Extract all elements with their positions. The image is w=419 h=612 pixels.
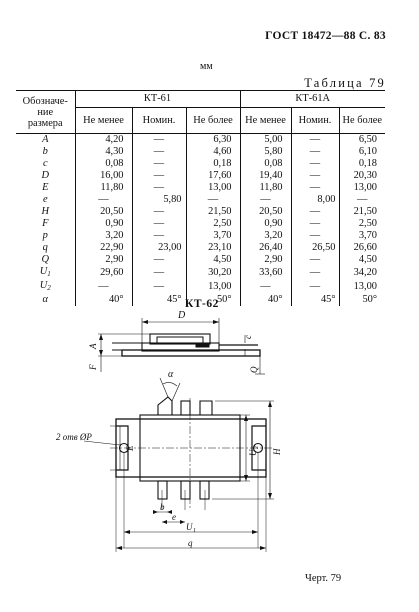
table-cell: 29,60 bbox=[75, 266, 132, 280]
group-header-kt61a: КТ-61А bbox=[240, 91, 385, 108]
table-cell: 13,00 bbox=[339, 182, 385, 194]
table-cell: 34,20 bbox=[339, 266, 385, 280]
table-cell: 21,50 bbox=[339, 206, 385, 218]
side-view bbox=[98, 318, 265, 374]
table-cell: 20,50 bbox=[240, 206, 291, 218]
table-cell: 2,90 bbox=[75, 254, 132, 266]
table-cell: — bbox=[291, 266, 339, 280]
figure-caption: Черт. 79 bbox=[305, 573, 342, 584]
table-cell: 4,30 bbox=[75, 146, 132, 158]
table-cell: — bbox=[132, 230, 186, 242]
param-symbol: b bbox=[42, 146, 48, 157]
table-cell: 23,00 bbox=[132, 242, 186, 254]
table-cell: 22,90 bbox=[75, 242, 132, 254]
param-symbol: e bbox=[42, 194, 48, 205]
table-cell: 26,60 bbox=[339, 242, 385, 254]
table-cell: — bbox=[291, 218, 339, 230]
table-cell: 40° bbox=[75, 294, 132, 306]
param-symbol: A bbox=[42, 134, 49, 145]
dim-label-E: E bbox=[125, 445, 135, 451]
param-symbol: α bbox=[42, 294, 48, 305]
table-cell: 6,30 bbox=[186, 134, 240, 147]
table-cell: 19,40 bbox=[240, 170, 291, 182]
dim-label-U1: U bbox=[186, 522, 193, 532]
param-symbol: D bbox=[41, 170, 49, 181]
table-cell: — bbox=[291, 280, 339, 294]
table-cell: — bbox=[240, 194, 291, 206]
table-cell: — bbox=[132, 146, 186, 158]
table-cell: 20,50 bbox=[75, 206, 132, 218]
dim-label-U2: U bbox=[248, 449, 258, 456]
table-cell: 6,10 bbox=[339, 146, 385, 158]
table-cell: — bbox=[291, 170, 339, 182]
table-cell: 0,08 bbox=[75, 158, 132, 170]
dim-label-Q: Q bbox=[249, 366, 259, 373]
param-symbol: p bbox=[42, 230, 48, 241]
table-cell: — bbox=[291, 230, 339, 242]
param-symbol: $U_2$ bbox=[39, 280, 51, 292]
table-cell: — bbox=[339, 194, 385, 206]
subcol-header: Не более bbox=[339, 108, 385, 134]
table-cell: — bbox=[240, 280, 291, 294]
dim-label-c: c bbox=[243, 335, 253, 339]
subcol-header: Не менее bbox=[75, 108, 132, 134]
table-cell: 45° bbox=[132, 294, 186, 306]
table-cell: — bbox=[291, 206, 339, 218]
drawing-title: КТ-62 bbox=[185, 298, 219, 310]
dim-label-q: q bbox=[188, 538, 193, 548]
dim-label-alpha: α bbox=[168, 369, 174, 380]
param-symbol: E bbox=[42, 182, 49, 193]
table-cell: — bbox=[132, 158, 186, 170]
table-cell: — bbox=[132, 134, 186, 147]
table-cell: 0,18 bbox=[186, 158, 240, 170]
table-cell: — bbox=[291, 182, 339, 194]
page-header: ГОСТ 18472—88 С. 83 bbox=[265, 30, 386, 42]
table-cell: 3,70 bbox=[186, 230, 240, 242]
table-cell: — bbox=[132, 280, 186, 294]
param-symbol: F bbox=[42, 218, 49, 229]
table-cell: 5,80 bbox=[132, 194, 186, 206]
table-cell: — bbox=[291, 146, 339, 158]
param-header: Обозначе- ние размера bbox=[16, 91, 75, 134]
table-cell: 4,50 bbox=[186, 254, 240, 266]
table-cell: 23,10 bbox=[186, 242, 240, 254]
dim-label-D: D bbox=[178, 310, 186, 321]
dim-label-H: H bbox=[272, 448, 282, 455]
table-cell: 17,60 bbox=[186, 170, 240, 182]
dim-label-A: A bbox=[88, 343, 98, 349]
table-cell: 16,00 bbox=[75, 170, 132, 182]
table-cell: 26,50 bbox=[291, 242, 339, 254]
table-cell: — bbox=[186, 194, 240, 206]
units-label: мм bbox=[200, 61, 213, 72]
table-cell: — bbox=[75, 280, 132, 294]
param-symbol: H bbox=[41, 206, 49, 217]
holes-label: 2 отв ØP bbox=[56, 432, 92, 442]
table-cell: 2,50 bbox=[186, 218, 240, 230]
table-cell: 45° bbox=[291, 294, 339, 306]
subcol-header: Не более bbox=[186, 108, 240, 134]
table-cell: 13,00 bbox=[186, 182, 240, 194]
table-cell: 20,30 bbox=[339, 170, 385, 182]
table-cell: — bbox=[291, 158, 339, 170]
table-cell: 4,50 bbox=[339, 254, 385, 266]
group-header-kt61: КТ-61 bbox=[75, 91, 240, 108]
table-cell: 50° bbox=[186, 294, 240, 306]
table-cell: 0,18 bbox=[339, 158, 385, 170]
table-cell: — bbox=[132, 170, 186, 182]
table-cell: 3,20 bbox=[75, 230, 132, 242]
table-cell: — bbox=[291, 134, 339, 147]
table-cell: 40° bbox=[240, 294, 291, 306]
table-cell: 8,00 bbox=[291, 194, 339, 206]
table-cell: 3,70 bbox=[339, 230, 385, 242]
table-cell: 30,20 bbox=[186, 266, 240, 280]
table-cell: 2,90 bbox=[240, 254, 291, 266]
table-cell: 3,20 bbox=[240, 230, 291, 242]
dim-label-e: e bbox=[172, 512, 176, 522]
dim-label-U2-sub: 2 bbox=[254, 446, 260, 449]
table-cell: 5,00 bbox=[240, 134, 291, 147]
table-cell: 13,00 bbox=[339, 280, 385, 294]
dim-label-b: b bbox=[160, 502, 165, 512]
table-cell: 50° bbox=[339, 294, 385, 306]
table-cell: 0,90 bbox=[240, 218, 291, 230]
table-cell: — bbox=[291, 254, 339, 266]
table-cell: 4,60 bbox=[186, 146, 240, 158]
table-cell: 0,90 bbox=[75, 218, 132, 230]
dim-label-U1-sub: 1 bbox=[193, 528, 196, 534]
table-cell: 4,20 bbox=[75, 134, 132, 147]
param-symbol: $U_1$ bbox=[39, 266, 51, 278]
param-symbol: Q bbox=[41, 254, 49, 265]
dim-label-F: F bbox=[88, 364, 98, 370]
param-symbol: c bbox=[42, 158, 48, 169]
table-cell: — bbox=[132, 206, 186, 218]
table-cell: 26,40 bbox=[240, 242, 291, 254]
param-symbol: q bbox=[42, 242, 48, 253]
table-cell: 33,60 bbox=[240, 266, 291, 280]
subcol-header: Номин. bbox=[291, 108, 339, 134]
table-cell: — bbox=[132, 254, 186, 266]
table-cell: 6,50 bbox=[339, 134, 385, 147]
subcol-header: Не менее bbox=[240, 108, 291, 134]
table-cell: 21,50 bbox=[186, 206, 240, 218]
table-cell: 11,80 bbox=[75, 182, 132, 194]
table-cell: — bbox=[132, 182, 186, 194]
table-cell: 5,80 bbox=[240, 146, 291, 158]
table-cell: 2,50 bbox=[339, 218, 385, 230]
table-cell: 11,80 bbox=[240, 182, 291, 194]
table-cell: — bbox=[132, 266, 186, 280]
table-cell: — bbox=[132, 218, 186, 230]
table-cell: 13,00 bbox=[186, 280, 240, 294]
top-view bbox=[84, 378, 274, 552]
table-caption: Таблица 79 bbox=[304, 76, 386, 90]
table-cell: — bbox=[75, 194, 132, 206]
table-cell: 0,08 bbox=[240, 158, 291, 170]
subcol-header: Номин. bbox=[132, 108, 186, 134]
